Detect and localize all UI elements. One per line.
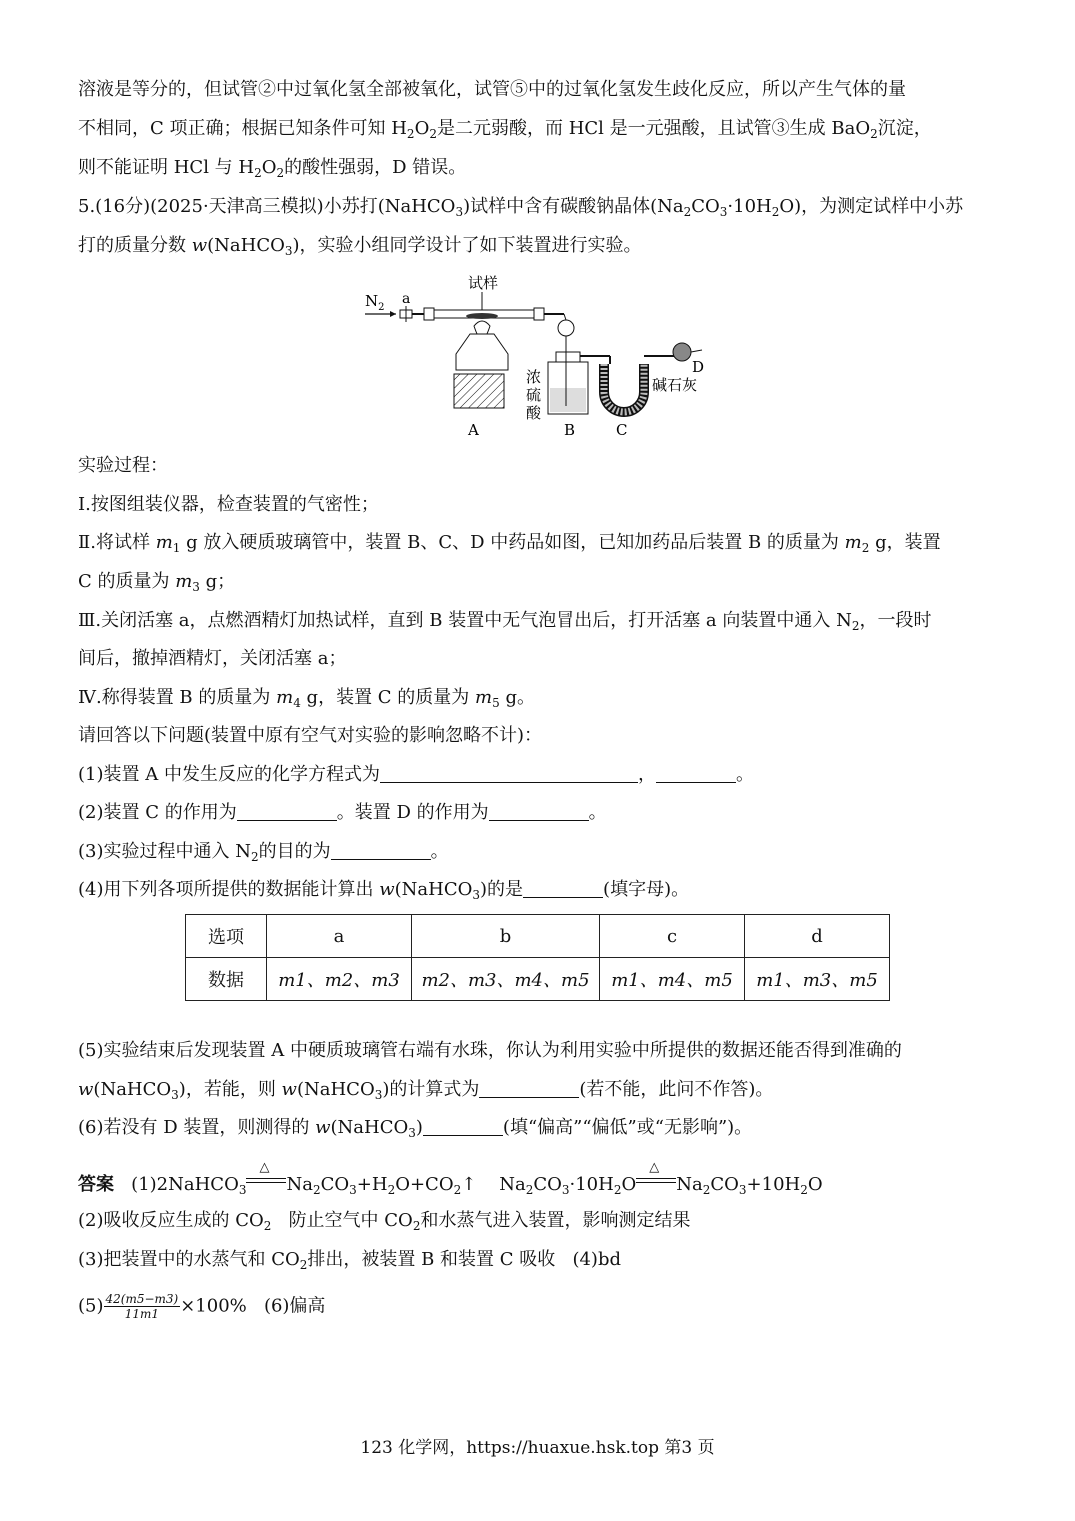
answer-line-3: (3)把装置中的水蒸气和 $CO_2$排出，被装置 B 和装置 C 吸收 (4)bd bbox=[78, 1249, 621, 1272]
acid-char-3: 酸 bbox=[526, 404, 542, 422]
label-C: C bbox=[616, 421, 628, 439]
step-1: Ⅰ.按图组装仪器，检查装置的气密性； bbox=[78, 494, 379, 515]
answer-blank[interactable] bbox=[656, 764, 736, 783]
answer-blank[interactable] bbox=[380, 764, 638, 783]
table-row bbox=[186, 958, 890, 1001]
acid-char-1: 浓 bbox=[526, 368, 542, 386]
question-2: (2)装置 C 的作用为 。装置 D 的作用为 。 bbox=[78, 802, 607, 823]
intro-line-1: 溶液是等分的，但试管②中过氧化氢全部被氧化，试管⑤中的过氧化氢发生歧化反应，所以产生气体的量 bbox=[78, 79, 906, 100]
intro-line-2: 不相同，C 项正确；根据已知条件可知 $H_2O_2$是二元弱酸，而 HCl 是一元强酸，且试管③生成 BaO$_2$沉淀， bbox=[78, 118, 932, 141]
step-4: Ⅳ.称得装置 B 的质量为 $m_4$ g，装置 C 的质量为 $m_5$ g。 bbox=[78, 687, 535, 710]
n2-label: $N_2$ bbox=[365, 292, 385, 313]
step-2-line-1: Ⅱ.将试样 $m_1$ g 放入硬质玻璃管中，装置 B、C、D 中药品如图，已知加药品后装置 B 的质量为 $m_2$ g，装置 bbox=[78, 532, 941, 555]
question-line-2: 打的质量分数 w(NaHCO$_3$)，实验小组同学设计了如下装置进行实验。 bbox=[78, 235, 642, 258]
questions-intro: 请回答以下问题(装置中原有空气对实验的影响忽略不计)： bbox=[78, 725, 543, 746]
data-cell: m1、m3、m5 bbox=[745, 958, 890, 1001]
question-5-line-1: (5)实验结束后发现装置 A 中硬质玻璃管右端有水珠，你认为利用实验中所提供的数据还能否得到准确的 bbox=[78, 1040, 902, 1061]
answer-blank[interactable] bbox=[523, 879, 603, 898]
question-4: (4)用下列各项所提供的数据能计算出 w(NaHCO$_3$)的是 (填字母)。 bbox=[78, 879, 690, 902]
answer-blank[interactable] bbox=[489, 802, 589, 821]
step-3-line-1: Ⅲ.关闭活塞 a，点燃酒精灯加热试样，直到 B 装置中无气泡冒出后，打开活塞 a 向装置中通入 $N_2$，一段时 bbox=[78, 610, 932, 633]
soda-lime-label: 碱石灰 bbox=[652, 376, 698, 394]
question-line-1: 5.(16分)(2025·天津高三模拟)小苏打(NaHCO$_3$)试样中含有碳酸钠晶体$(Na_2CO_3\cdot 10H_2O)$，为测定试样中小苏 bbox=[78, 196, 964, 219]
answer-line-2: (2)吸收反应生成的 $CO_2$ 防止空气中 $CO_2$和水蒸气进入装置，影响测定结果 bbox=[78, 1210, 691, 1233]
header-label-cell: 选项 bbox=[186, 915, 267, 958]
sample-label: 试样 bbox=[468, 274, 499, 292]
options-table bbox=[185, 914, 890, 1001]
answer-blank[interactable] bbox=[237, 802, 337, 821]
label-D: D bbox=[692, 358, 705, 376]
option-cell: b bbox=[412, 915, 600, 958]
answer-blank[interactable] bbox=[331, 841, 431, 860]
option-cell: a bbox=[267, 915, 412, 958]
question-3: (3)实验过程中通入 $N_2$的目的为 。 bbox=[78, 841, 449, 864]
answer-line-4: (5) $\frac{42(m5-m3)}{11m1}$ ×100% (6)偏高 bbox=[78, 1292, 326, 1321]
step-3-line-2: 间后，撤掉酒精灯，关闭活塞 a； bbox=[78, 648, 347, 669]
label-A: A bbox=[468, 421, 479, 439]
page-footer: 123 化学网，https://huaxue.hsk.top 第3 页 bbox=[360, 1438, 715, 1458]
table-row bbox=[186, 915, 890, 958]
answer-fraction: $\frac{42(m5-m3)}{11m1}$ bbox=[105, 1292, 179, 1321]
answer-blank[interactable] bbox=[423, 1117, 503, 1136]
acid-char-2: 硫 bbox=[526, 386, 542, 404]
step-2-line-2: C 的质量为 $m_3$ g； bbox=[78, 571, 236, 594]
heat-condition: △ bbox=[636, 1170, 676, 1192]
answer-line-1: 答案 (1)2NaHCO$_3$ △ $Na_2CO_3+H_2O+CO_2↑$ $Na_2CO_3\cdot 10H_2O$ △ $Na_2CO_3+10H_2O$ bbox=[78, 1160, 823, 1197]
label-B: B bbox=[564, 421, 576, 439]
process-title: 实验过程： bbox=[78, 455, 168, 476]
data-cell: m1、m4、m5 bbox=[600, 958, 745, 1001]
intro-line-3: 则不能证明 HCl 与 $H_2O_2$的酸性强弱，D 错误。 bbox=[78, 157, 467, 180]
heat-condition: △ bbox=[246, 1170, 286, 1192]
apparatus-diagram bbox=[360, 270, 720, 440]
question-1: (1)装置 A 中发生反应的化学方程式为 ， 。 bbox=[78, 764, 754, 785]
data-cell: m2、m3、m4、m5 bbox=[412, 958, 600, 1001]
question-6: (6)若没有 D 装置，则测得的 w(NaHCO$_3$) (填“偏高”“偏低”或“无影响”)。 bbox=[78, 1117, 753, 1140]
answer-blank[interactable] bbox=[479, 1079, 579, 1098]
option-cell: d bbox=[745, 915, 890, 958]
answer-label: 答案 bbox=[78, 1174, 114, 1195]
data-cell: m1、m2、m3 bbox=[267, 958, 412, 1001]
valve-a-label: a bbox=[402, 291, 411, 307]
question-5-line-2: w(NaHCO$_3$)，若能，则 w(NaHCO$_3$)的计算式为 (若不能，此问不作答)。 bbox=[78, 1079, 774, 1102]
row-label-cell: 数据 bbox=[186, 958, 267, 1001]
option-cell: c bbox=[600, 915, 745, 958]
